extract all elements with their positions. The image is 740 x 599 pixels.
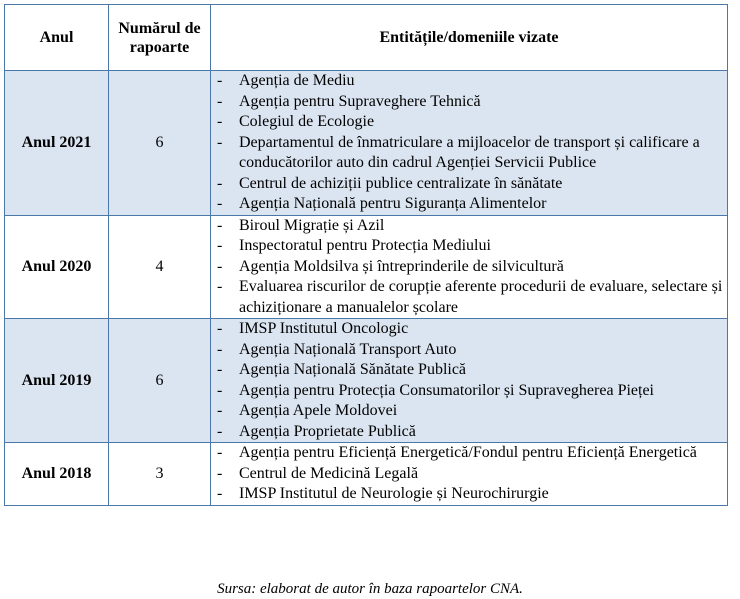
list-item <box>211 92 727 113</box>
entity-name: IMSP Institutul Oncologic <box>239 320 409 337</box>
list-item <box>211 133 727 174</box>
entity-name: Agenția Moldsilva și întreprinderile de silvicultură <box>239 257 564 275</box>
dash-bullet: - <box>217 320 223 337</box>
dash-bullet: - <box>217 72 223 89</box>
report-count-cell: 4 <box>109 215 211 319</box>
entity-name: IMSP Institutul de Neurologie și Neurochirurgie <box>239 485 549 502</box>
list-item <box>211 422 727 443</box>
dash-bullet: - <box>217 422 223 440</box>
entity-name: Departamentul de înmatriculare a mijloacelor de transport și calificare a conducătorilor auto din cadrul Agenției Servicii Publice <box>239 133 700 171</box>
entity-name: Agenția pentru Supraveghere Tehnică <box>239 92 481 110</box>
table-row <box>5 443 728 506</box>
table-row <box>5 215 728 319</box>
list-item <box>211 112 727 133</box>
list-item <box>211 340 727 361</box>
list-item <box>211 484 727 505</box>
dash-bullet: - <box>217 381 223 399</box>
year-cell: Anul 2020 <box>5 215 109 319</box>
list-item <box>211 236 727 257</box>
entity-name: Centrul de achiziții publice centralizate în sănătate <box>239 174 563 192</box>
list-item <box>211 443 727 464</box>
entity-name: Agenția Apele Moldovei <box>239 402 398 419</box>
list-item <box>211 319 727 340</box>
dash-bullet: - <box>217 257 223 275</box>
dash-bullet: - <box>217 237 223 254</box>
dash-bullet: - <box>217 174 223 192</box>
entity-name: Colegiul de Ecologie <box>239 113 375 130</box>
entity-list <box>211 319 727 442</box>
table-row <box>5 71 728 216</box>
entity-name: Centrul de Medicină Legală <box>239 464 419 482</box>
entity-list <box>211 443 727 505</box>
list-item <box>211 381 727 402</box>
table-header-row <box>5 5 728 71</box>
dash-bullet: - <box>217 278 223 295</box>
reports-table <box>4 4 728 506</box>
source-note: Sursa: elaborat de autor în baza rapoartelor CNA. <box>217 581 523 597</box>
entity-list <box>211 71 727 215</box>
header-report-count: Numărul de rapoarte <box>109 5 211 71</box>
dash-bullet: - <box>217 485 223 502</box>
entity-name: Biroul Migrație și Azil <box>239 216 385 234</box>
list-item <box>211 174 727 195</box>
dash-bullet: - <box>217 216 223 234</box>
entity-name: Evaluarea riscurilor de corupție aferente procedurii de evaluare, selectare și achiziționare a manualelor școlare <box>239 278 723 316</box>
year-cell: Anul 2021 <box>5 71 109 216</box>
year-cell: Anul 2018 <box>5 443 109 506</box>
entities-cell <box>211 443 728 506</box>
table-row <box>5 319 728 443</box>
report-count-cell: 6 <box>109 71 211 216</box>
entity-name: Agenția Națională pentru Siguranța Alimentelor <box>239 195 547 212</box>
dash-bullet: - <box>217 195 223 212</box>
header-entities: Entitățile/domeniile vizate <box>211 5 728 71</box>
list-item <box>211 277 727 318</box>
entity-name: Agenția Națională Sănătate Publică <box>239 361 467 378</box>
entity-name: Agenția Proprietate Publică <box>239 422 416 440</box>
dash-bullet: - <box>217 402 223 419</box>
list-item <box>211 194 727 215</box>
dash-bullet: - <box>217 444 223 461</box>
entity-name: Agenția pentru Eficiență Energetică/Fondul pentru Eficiență Energetică <box>239 444 697 461</box>
report-count-cell: 3 <box>109 443 211 506</box>
dash-bullet: - <box>217 340 223 358</box>
dash-bullet: - <box>217 464 223 482</box>
list-item <box>211 216 727 237</box>
entity-name: Agenția pentru Protecția Consumatorilor și Supravegherea Pieței <box>239 381 654 399</box>
entities-cell <box>211 319 728 443</box>
dash-bullet: - <box>217 113 223 130</box>
list-item <box>211 360 727 381</box>
list-item <box>211 464 727 485</box>
entity-list <box>211 216 727 319</box>
entity-name: Inspectoratul pentru Protecția Mediului <box>239 237 491 254</box>
report-count-cell: 6 <box>109 319 211 443</box>
dash-bullet: - <box>217 92 223 110</box>
header-year: Anul <box>5 5 109 71</box>
entity-name: Agenția Națională Transport Auto <box>239 340 457 358</box>
dash-bullet: - <box>217 361 223 378</box>
entity-name: Agenția de Mediu <box>239 72 355 89</box>
list-item <box>211 71 727 92</box>
entities-cell <box>211 71 728 216</box>
year-cell: Anul 2019 <box>5 319 109 443</box>
entities-cell <box>211 215 728 319</box>
dash-bullet: - <box>217 133 223 151</box>
list-item <box>211 257 727 278</box>
list-item <box>211 401 727 422</box>
